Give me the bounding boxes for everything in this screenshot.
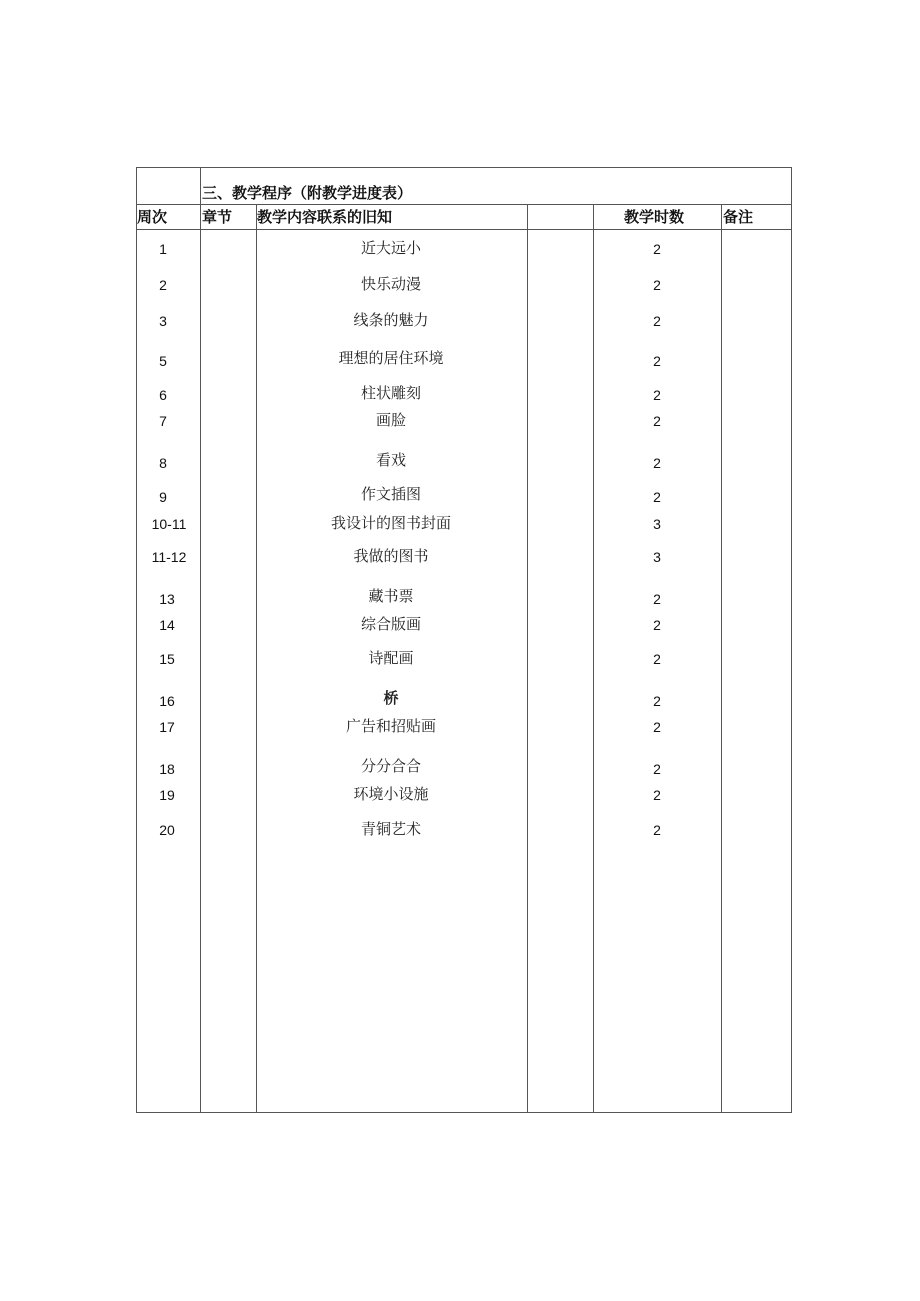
week-cell: 18	[159, 761, 175, 777]
week-cell: 7	[159, 413, 167, 429]
topic-cell: 线条的魅力	[353, 311, 429, 329]
col-divider-week	[200, 167, 201, 1113]
week-cell: 5	[159, 353, 167, 369]
topic-cell: 快乐动漫	[360, 275, 422, 293]
hours-cell: 2	[653, 787, 661, 803]
table-border-left	[136, 167, 137, 1113]
hours-cell: 2	[653, 277, 661, 293]
week-cell: 11-12	[151, 549, 187, 565]
col-divider-content	[527, 204, 528, 1113]
topic-cell: 看戏	[375, 451, 407, 469]
week-cell: 1	[159, 241, 167, 257]
hours-cell: 2	[653, 761, 661, 777]
week-cell: 17	[159, 719, 175, 735]
week-cell: 6	[159, 387, 167, 403]
topic-cell: 藏书票	[368, 587, 414, 605]
header-week: 周次	[137, 208, 168, 226]
hours-cell: 3	[653, 549, 661, 565]
hours-cell: 2	[653, 353, 661, 369]
table-border-right	[791, 167, 792, 1113]
hours-cell: 2	[653, 241, 661, 257]
topic-cell: 综合版画	[360, 615, 422, 633]
hours-cell: 2	[653, 693, 661, 709]
hours-cell: 2	[653, 455, 661, 471]
week-cell: 2	[159, 277, 167, 293]
hours-cell: 2	[653, 617, 661, 633]
topic-cell: 诗配画	[368, 649, 414, 667]
topic-cell: 近大远小	[360, 239, 422, 257]
week-cell: 19	[159, 787, 175, 803]
topic-cell: 画脸	[375, 411, 407, 429]
hours-cell: 2	[653, 387, 661, 403]
schedule-table	[136, 167, 792, 1113]
hours-cell: 2	[653, 822, 661, 838]
topic-cell: 作文插图	[360, 485, 422, 503]
week-cell: 8	[159, 455, 167, 471]
hours-cell: 2	[653, 651, 661, 667]
hours-cell: 2	[653, 719, 661, 735]
header-hours: 教学时数	[624, 208, 685, 226]
week-cell: 16	[159, 693, 175, 709]
col-divider-blank	[593, 204, 594, 1113]
week-cell: 3	[159, 313, 167, 329]
header-row-divider	[136, 229, 792, 230]
topic-cell: 理想的居住环境	[338, 349, 444, 367]
week-cell: 9	[159, 489, 167, 505]
topic-cell: 青铜艺术	[360, 820, 422, 838]
header-remarks: 备注	[723, 208, 754, 226]
topic-cell: 分分合合	[360, 757, 422, 775]
hours-cell: 2	[653, 313, 661, 329]
topic-cell: 环境小设施	[353, 785, 429, 803]
topic-cell: 我设计的图书封面	[330, 514, 452, 532]
week-cell: 14	[159, 617, 175, 633]
hours-cell: 3	[653, 516, 661, 532]
section-title: 三、教学程序（附教学进度表）	[202, 184, 413, 202]
table-border-bottom	[136, 1112, 792, 1113]
table-border-top	[136, 167, 792, 168]
title-row-divider	[136, 204, 792, 205]
topic-cell: 柱状雕刻	[360, 384, 422, 402]
col-divider-hours	[721, 204, 722, 1113]
topic-cell: 我做的图书	[353, 547, 429, 565]
topic-cell: 广告和招贴画	[345, 717, 437, 735]
hours-cell: 2	[653, 489, 661, 505]
topic-cell: 桥	[383, 689, 399, 707]
week-cell: 10-11	[151, 516, 187, 532]
col-divider-chapter	[256, 204, 257, 1113]
week-cell: 20	[159, 822, 175, 838]
hours-cell: 2	[653, 413, 661, 429]
header-chapter: 章节	[202, 208, 233, 226]
hours-cell: 2	[653, 591, 661, 607]
week-cell: 13	[159, 591, 175, 607]
week-cell: 15	[159, 651, 175, 667]
header-content: 教学内容联系的旧知	[257, 208, 393, 226]
